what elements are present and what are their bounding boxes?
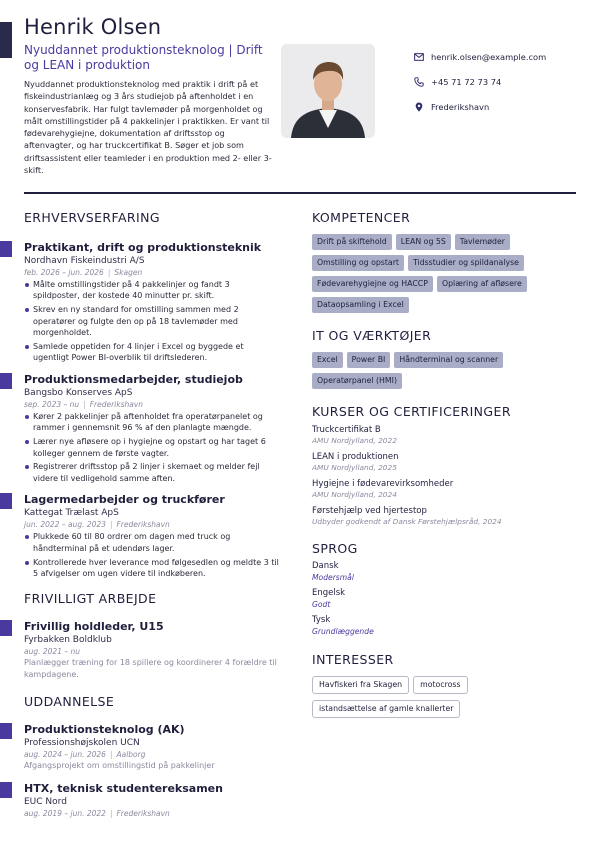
skill-tag: LEAN og 5S	[396, 234, 451, 250]
bullet-item: Plukkede 60 til 80 ordrer om dagen med truck og håndterminal på et udendørs lager.	[24, 531, 279, 554]
entry-accent-bar	[0, 723, 12, 739]
certification-name: Truckcertifikat B	[312, 425, 381, 435]
language-level: Grundlæggende	[312, 627, 374, 636]
certification-item	[312, 506, 582, 527]
entry-description: Planlægger træning for 18 spillere og koordinerer 4 forældre til kampdagene.	[24, 658, 277, 679]
bullet-item: Registrerer driftsstop på 2 linjer i skemaet og melder fejl videre til vedligehold samme aften.	[24, 461, 279, 484]
certification-item	[312, 479, 582, 500]
bullet-item: Kontrollerede hver leverance mod følgesedlen og meldte 3 til 5 afvigelser om ugen videre til indkøberen.	[24, 557, 279, 580]
language-name: Dansk	[312, 561, 339, 571]
entry-accent-bar	[0, 620, 12, 636]
certification-name: Hygiejne i fødevarevirksomheder	[312, 479, 454, 489]
skill-tag: Oplæring af afløsere	[437, 276, 527, 292]
entry-organization: Bangsbo Konserves ApS	[24, 387, 133, 398]
entry-organization: EUC Nord	[24, 796, 67, 807]
contact-email-text: henrik.olsen@example.com	[431, 51, 547, 62]
language-item	[312, 588, 582, 610]
entry-organization: Kattegat Trælast ApS	[24, 508, 119, 519]
entry-dates: aug. 2019 – jun. 2022	[24, 808, 106, 818]
entry-title: Produktionsmedarbejder, studiejob	[24, 372, 243, 386]
certification-issuer: Udbyder godkendt af Dansk Førstehjælpsråd, 2024	[312, 517, 502, 526]
section-title-skills: KOMPETENCER	[312, 210, 411, 225]
entry-organization: Nordhavn Fiskeindustri A/S	[24, 256, 145, 266]
entry-dates: sep. 2023 – nu	[24, 399, 80, 409]
language-list	[312, 561, 582, 637]
bullet-item: Samlede oppetiden for 4 linjer i Excel og byggede et ugentligt Power BI-overblik til driftslederen.	[24, 341, 279, 364]
bullet-item: Skrev en ny standard for omstilling sammen med 2 operatører og fulgte den op på 18 tavlemøder med morgenholdet.	[24, 304, 279, 338]
skill-tag: Tidsstudier og spildanalyse	[408, 255, 524, 271]
entry-place: Aalborg	[116, 750, 146, 760]
language-name: Engelsk	[312, 588, 346, 598]
tools-tags	[312, 352, 582, 389]
certification-issuer: AMU Nordjylland, 2025	[312, 463, 397, 472]
entry-place: Frederikshavn	[89, 399, 144, 409]
skill-tag: Omstilling og opstart	[312, 255, 404, 271]
entry-place: Frederikshavn	[116, 808, 170, 818]
entry-title: Praktikant, drift og produktionsteknik	[24, 241, 262, 254]
candidate-headline: Nyuddannet produktionsteknolog | Drift og LEAN i produktion	[24, 43, 263, 72]
entry-dates: aug. 2021 – nu	[24, 647, 80, 657]
entry-meta: sep. 2023 – nu | Frederikshavn	[24, 399, 144, 409]
entry-place: Skagen	[114, 268, 143, 277]
certification-name: LEAN i produktionen	[312, 452, 399, 462]
education-entry	[24, 723, 279, 771]
entry-accent-bar	[0, 782, 12, 798]
contact-phone-text: +45 71 72 73 74	[431, 76, 502, 87]
certification-issuer: AMU Nordjylland, 2022	[312, 436, 397, 445]
skill-tag: Fødevarehygiejne og HACCP	[312, 276, 433, 292]
entry-meta: aug. 2024 – jun. 2026 | Aalborg	[24, 750, 146, 760]
entry-meta: jun. 2022 – aug. 2023 | Frederikshavn	[24, 520, 170, 530]
skill-tag: Dataopsamling i Excel	[312, 297, 409, 313]
experience-entry	[24, 373, 279, 484]
tool-tag: Excel	[312, 352, 343, 368]
entry-description: Afgangsprojekt om omstillingstid på pakkelinjer	[24, 761, 215, 771]
entry-title: Frivillig holdleder, U15	[24, 620, 164, 634]
tool-tag: Operatørpanel (HMI)	[312, 373, 402, 389]
entry-accent-bar	[0, 373, 12, 389]
interests-tags	[312, 676, 582, 718]
entry-place: Frederikshavn	[116, 520, 170, 530]
language-level: Godt	[312, 600, 331, 609]
entry-accent-bar	[0, 241, 12, 257]
entry-dates: feb. 2026 – jun. 2026	[24, 268, 104, 277]
entry-meta: feb. 2026 – jun. 2026 | Skagen	[24, 268, 143, 277]
section-title-education: UDDANNELSE	[24, 694, 115, 710]
language-level: Modersmål	[312, 573, 354, 582]
education-entry	[24, 782, 279, 819]
candidate-name: Henrik Olsen	[24, 15, 162, 39]
section-title-volunteer: FRIVILLIGT ARBEJDE	[24, 591, 157, 607]
certification-item	[312, 425, 582, 446]
contact-location-text: Frederikshavn	[431, 101, 490, 112]
interest-tag: motocross	[413, 676, 467, 694]
experience-entry	[24, 241, 279, 364]
bullet-item: Lærer nye afløsere op i hygiejne og opstart og har taget 6 kolleger gennem de første vagter.	[24, 436, 279, 459]
header-divider	[24, 192, 576, 194]
skill-tag: Tavlemøder	[455, 234, 510, 250]
tool-tag: Håndterminal og scanner	[394, 352, 503, 368]
volunteer-entry	[24, 620, 279, 680]
language-name: Tysk	[312, 615, 331, 625]
section-title-experience: ERHVERVSERFARING	[24, 210, 160, 225]
experience-entry	[24, 493, 279, 579]
entry-organization: Fyrbakken Boldklub	[24, 635, 112, 646]
section-title-tools: IT OG VÆRKTØJER	[312, 328, 432, 343]
contact-email[interactable]	[414, 44, 594, 69]
entry-bullets	[24, 531, 279, 579]
language-item	[312, 561, 582, 583]
profile-photo	[281, 44, 375, 138]
entry-dates: jun. 2022 – aug. 2023	[24, 520, 106, 530]
certification-item	[312, 452, 582, 473]
right-column	[312, 210, 582, 718]
bullet-item: Kører 2 pakkelinjer på aftenholdet fra operatørpanelet og rammer i gennemsnit 96 % af den planlagte mængde.	[24, 411, 279, 434]
certification-issuer: AMU Nordjylland, 2024	[312, 490, 397, 499]
entry-bullets	[24, 279, 279, 364]
bullet-item: Målte omstillingstider på 4 pakkelinjer og fandt 3 spildposter, der kostede 40 minutter pr. skift.	[24, 279, 279, 302]
certification-name: Førstehjælp ved hjertestop	[312, 506, 427, 516]
section-title-languages: SPROG	[312, 541, 358, 556]
person-portrait-icon	[281, 44, 375, 138]
entry-title: HTX, teknisk studentereksamen	[24, 781, 223, 795]
entry-title: Produktionsteknolog (AK)	[24, 723, 185, 737]
skill-tag: Drift på skiftehold	[312, 234, 392, 250]
entry-accent-bar	[0, 493, 12, 509]
envelope-icon	[414, 52, 424, 62]
left-column	[24, 210, 279, 819]
contact-block	[414, 44, 594, 119]
resume-header	[24, 14, 274, 176]
section-title-certifications: KURSER OG CERTIFICERINGER	[312, 404, 511, 419]
certification-list	[312, 425, 582, 527]
corner-accent-bar	[0, 22, 12, 58]
entry-title: Lagermedarbejder og truckfører	[24, 493, 225, 507]
contact-location	[414, 94, 594, 119]
contact-phone[interactable]	[414, 69, 594, 94]
section-title-interests: INTERESSER	[312, 652, 394, 667]
skills-tags	[312, 234, 582, 313]
language-item	[312, 615, 582, 637]
tool-tag: Power BI	[347, 352, 391, 368]
entry-bullets	[24, 411, 279, 484]
interest-tag: Havfiskeri fra Skagen	[312, 676, 409, 694]
entry-dates: aug. 2024 – jun. 2026	[24, 750, 106, 760]
profile-summary: Nyuddannet produktionsteknolog med praktik i drift på et fiskeindustrianlæg og 3 års studiejob på aftenholdet i en konservesfabrik. Har fulgt tavlemøder på morgenholdet og målt omstillingstider på 4 pakkelinjer i praktikken. Er vant til fødevarehygiejne, dokumentation af driftsstop og aftenvagter, og har truckcertifikat B. Søger et job som driftsassistent eller teamleder i en produktion med 2- eller 3-skift.	[24, 79, 272, 176]
location-pin-icon	[414, 102, 424, 112]
entry-organization: Professionshøjskolen UCN	[24, 738, 140, 749]
entry-meta: aug. 2019 – jun. 2022 | Frederikshavn	[24, 808, 170, 818]
interest-tag: istandsættelse af gamle knallerter	[312, 700, 460, 718]
phone-icon	[414, 77, 424, 87]
